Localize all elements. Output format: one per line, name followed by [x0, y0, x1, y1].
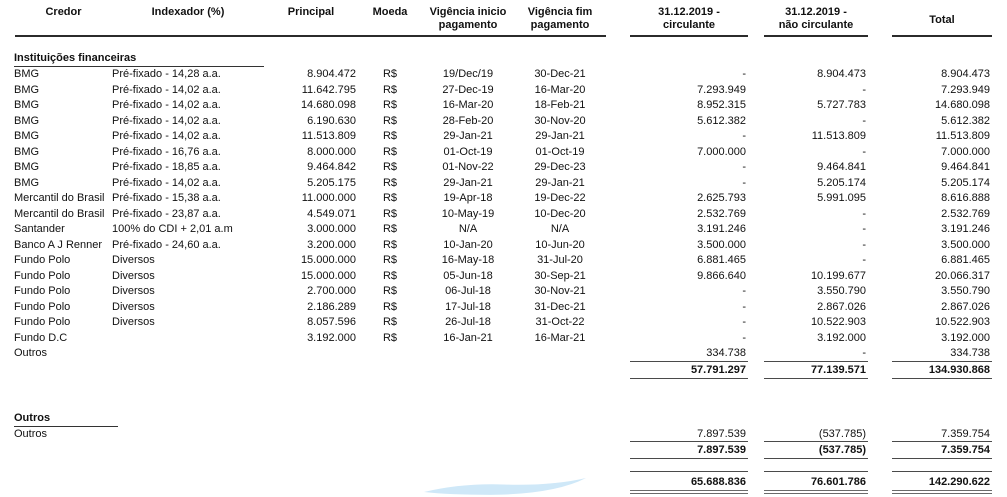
cell-circulante: - — [742, 130, 746, 142]
table-row — [0, 145, 1007, 161]
cell-indexador: Pré-fixado - 14,02 a.a. — [112, 114, 221, 127]
table-row — [0, 315, 1007, 331]
cell-moeda — [358, 427, 422, 443]
cell-vigencia-fim: 16-Mar-21 — [534, 331, 586, 344]
cell-vigencia-inicio: 28-Feb-20 — [442, 114, 494, 127]
cell-vigencia-inicio: 16-Mar-20 — [442, 99, 494, 111]
cell-indexador — [112, 346, 264, 362]
cell-moeda: R$ — [382, 99, 398, 111]
cell-vigencia-inicio: 10-May-19 — [441, 207, 495, 220]
cell-total: 20.066.317 — [934, 269, 990, 282]
cell-total: 3.192.000 — [941, 331, 990, 344]
cell-total: 3.500.000 — [941, 238, 990, 251]
cell-total: 8.904.473 — [941, 68, 990, 80]
cell-vigencia-fim: 29-Jan-21 — [535, 176, 585, 189]
cell-vigencia-fim: 31-Dec-21 — [534, 300, 586, 313]
cell-vigencia-fim: 29-Jan-21 — [535, 130, 585, 142]
cell-total: 334.738 — [892, 346, 992, 362]
cell-credor: Outros — [14, 347, 48, 359]
cell-principal: 4.549.071 — [307, 207, 356, 220]
cell-credor: BMG — [14, 145, 40, 158]
cell-total: 2.867.026 — [941, 300, 990, 313]
cell-credor: BMG — [14, 99, 40, 111]
cell-principal — [264, 346, 358, 362]
cell-credor: Mercantil do Brasil — [14, 192, 105, 204]
cell-indexador: Diversos — [112, 300, 155, 313]
cell-indexador: Pré-fixado - 23,87 a.a. — [112, 207, 221, 220]
cell-vigencia-inicio — [422, 346, 514, 362]
cell-moeda: R$ — [382, 145, 398, 158]
col-header-vigencia-inicio — [422, 4, 514, 35]
cell-vigencia-inicio: 26-Jul-18 — [445, 316, 491, 328]
table-header — [0, 0, 1007, 37]
cell-total: 5.205.174 — [941, 176, 990, 189]
col-header-credor: Credor — [45, 6, 82, 18]
cell-vigencia-fim: 29-Dec-23 — [534, 161, 586, 173]
cell-moeda: R$ — [382, 114, 398, 127]
subtotal-total: 134.930.868 — [892, 362, 992, 379]
cell-circulante: 7.897.539 — [630, 427, 748, 443]
cell-credor: Santander — [14, 223, 65, 235]
table-row — [0, 98, 1007, 114]
cell-principal: 14.680.098 — [300, 99, 356, 111]
cell-indexador: Pré-fixado - 14,02 a.a. — [112, 176, 221, 189]
table-row — [0, 238, 1007, 254]
cell-circulante: - — [742, 285, 746, 297]
cell-indexador: Pré-fixado - 14,02 a.a. — [112, 99, 221, 111]
cell-vigencia-fim — [514, 346, 606, 362]
cell-nao-circulante: - — [862, 83, 866, 96]
cell-principal: 15.000.000 — [300, 254, 356, 266]
cell-principal — [264, 427, 358, 443]
cell-vigencia-inicio: 01-Nov-22 — [442, 161, 494, 173]
grand-total-nao-circulante: 76.601.786 — [764, 471, 868, 494]
col-header-circulante-line2: circulante — [663, 19, 715, 31]
cell-nao-circulante: - — [862, 114, 866, 127]
cell-circulante: 3.500.000 — [697, 238, 746, 251]
table-row — [0, 269, 1007, 285]
cell-moeda: R$ — [382, 223, 398, 235]
cell-vigencia-inicio: 10-Jan-20 — [443, 238, 493, 251]
cell-nao-circulante: 8.904.473 — [817, 68, 866, 80]
cell-principal: 9.464.842 — [307, 161, 356, 173]
cell-circulante: 9.866.640 — [697, 269, 746, 282]
cell-credor: Outros — [14, 427, 48, 440]
cell-nao-circulante: 2.867.026 — [817, 300, 866, 313]
cell-vigencia-fim: 10-Jun-20 — [535, 238, 585, 251]
subtotal-total: 7.359.754 — [892, 442, 992, 459]
cell-moeda: R$ — [382, 254, 398, 266]
table-row — [0, 83, 1007, 99]
col-header-vigencia-fim-line1: Vigência fim — [527, 6, 593, 18]
table-row — [0, 207, 1007, 223]
table-row — [0, 253, 1007, 269]
table-row — [0, 284, 1007, 300]
cell-vigencia-inicio: 29-Jan-21 — [443, 130, 493, 142]
table-row — [0, 331, 1007, 347]
cell-vigencia-inicio: 06-Jul-18 — [445, 285, 491, 297]
table-row — [0, 300, 1007, 316]
cell-credor: Fundo Polo — [14, 300, 71, 313]
cell-indexador: Pré-fixado - 18,85 a.a. — [112, 161, 221, 173]
cell-principal: 3.200.000 — [307, 238, 356, 251]
subtotal-row-outros — [0, 442, 1007, 459]
cell-total: 14.680.098 — [934, 99, 990, 111]
cell-nao-circulante: 5.991.095 — [817, 192, 866, 204]
cell-circulante: - — [742, 300, 746, 313]
cell-nao-circulante: (537.785) — [764, 427, 868, 443]
col-header-nao-circulante-line2: não circulante — [778, 19, 854, 31]
col-header-total: Total — [892, 4, 992, 37]
table-row — [0, 427, 1007, 443]
cell-vigencia-inicio: 27-Dec-19 — [442, 83, 494, 96]
col-header-vigencia-fim-line2: pagamento — [530, 19, 590, 31]
cell-credor: Banco A J Renner — [14, 238, 103, 251]
cell-credor: BMG — [14, 176, 40, 189]
cell-vigencia-inicio: 05-Jun-18 — [443, 269, 493, 282]
table-row — [0, 129, 1007, 145]
cell-total: 6.881.465 — [941, 254, 990, 266]
cell-total: 2.532.769 — [941, 207, 990, 220]
cell-principal: 5.205.175 — [307, 176, 356, 189]
cell-circulante: 7.000.000 — [697, 145, 746, 158]
col-header-nao-circulante — [764, 4, 868, 37]
cell-vigencia-inicio: 01-Oct-19 — [443, 145, 493, 158]
cell-moeda: R$ — [382, 83, 398, 96]
cell-circulante: - — [742, 316, 746, 328]
cell-moeda: R$ — [382, 316, 398, 328]
cell-vigencia-inicio — [422, 427, 514, 443]
grand-total-total: 142.290.622 — [892, 471, 992, 494]
cell-indexador: Pré-fixado - 14,28 a.a. — [112, 68, 221, 80]
cell-vigencia-fim: 30-Nov-20 — [534, 114, 586, 127]
cell-circulante: - — [742, 68, 746, 80]
cell-moeda: R$ — [382, 176, 398, 189]
subtotal-nao-circulante: (537.785) — [764, 442, 868, 459]
cell-total: 11.513.809 — [935, 130, 990, 142]
table-row — [0, 114, 1007, 130]
cell-principal: 2.186.289 — [307, 300, 356, 313]
col-header-nao-circulante-line1: 31.12.2019 - — [785, 6, 847, 18]
cell-moeda: R$ — [382, 285, 398, 297]
cell-nao-circulante: 10.199.677 — [810, 269, 866, 282]
cell-principal: 6.190.630 — [307, 114, 356, 127]
col-header-vigencia-inicio-line1: Vigência inicio — [429, 6, 507, 18]
cell-vigencia-inicio: 16-Jan-21 — [443, 331, 493, 344]
cell-moeda: R$ — [382, 207, 398, 220]
cell-vigencia-fim: 30-Nov-21 — [534, 285, 586, 297]
section-rows-outros — [0, 427, 1007, 443]
cell-nao-circulante: 11.513.809 — [811, 130, 866, 142]
cell-principal: 15.000.000 — [300, 269, 356, 282]
table-row — [0, 160, 1007, 176]
cell-credor: BMG — [14, 68, 40, 80]
cell-total: 3.550.790 — [941, 285, 990, 297]
cell-credor: BMG — [14, 130, 40, 142]
cell-nao-circulante: - — [862, 238, 866, 251]
cell-moeda: R$ — [382, 269, 398, 282]
cell-total: 7.000.000 — [941, 145, 990, 158]
cell-moeda: R$ — [382, 192, 398, 204]
cell-vigencia-fim: N/A — [550, 223, 570, 235]
cell-credor: Fundo Polo — [14, 254, 71, 266]
col-header-vigencia-inicio-line2: pagamento — [438, 19, 498, 31]
cell-vigencia-fim: 16-Mar-20 — [534, 83, 586, 96]
col-header-circulante-line1: 31.12.2019 - — [658, 6, 720, 18]
cell-circulante: - — [742, 331, 746, 344]
table-row — [0, 191, 1007, 207]
cell-vigencia-fim: 30-Dec-21 — [534, 68, 586, 80]
cell-moeda: R$ — [382, 130, 398, 142]
cell-vigencia-inicio: N/A — [458, 223, 478, 235]
cell-circulante: 2.532.769 — [697, 207, 746, 220]
cell-indexador: Pré-fixado - 16,76 a.a. — [112, 145, 221, 158]
cell-vigencia-fim: 01-Oct-19 — [535, 145, 585, 158]
cell-circulante: 5.612.382 — [697, 114, 746, 127]
grand-total-circulante: 65.688.836 — [630, 471, 748, 494]
cell-nao-circulante: - — [862, 207, 866, 220]
cell-total: 7.359.754 — [892, 427, 992, 443]
cell-total: 5.612.382 — [941, 114, 990, 127]
cell-indexador: Diversos — [112, 285, 155, 297]
subtotal-nao-circulante: 77.139.571 — [764, 362, 868, 379]
cell-indexador: Pré-fixado - 24,60 a.a. — [112, 238, 221, 251]
col-header-circulante — [630, 4, 748, 37]
cell-credor: BMG — [14, 83, 40, 96]
cell-circulante: - — [742, 176, 746, 189]
cell-moeda: R$ — [382, 331, 398, 344]
table-row — [0, 222, 1007, 238]
cell-nao-circulante: - — [764, 346, 868, 362]
cell-principal: 3.192.000 — [307, 331, 356, 344]
cell-indexador: Diversos — [112, 316, 155, 328]
cell-indexador: Pré-fixado - 14,02 a.a. — [112, 83, 221, 96]
cell-credor: Mercantil do Brasil — [14, 207, 105, 220]
cell-nao-circulante: 9.464.841 — [817, 161, 866, 173]
cell-moeda: R$ — [382, 68, 398, 80]
cell-principal: 2.700.000 — [307, 285, 356, 297]
cell-credor: BMG — [14, 161, 40, 173]
cell-circulante: - — [742, 161, 746, 173]
cell-nao-circulante: 10.522.903 — [810, 316, 866, 328]
cell-total: 10.522.903 — [934, 316, 990, 328]
subtotal-circulante: 7.897.539 — [630, 442, 748, 459]
header-group-left — [15, 4, 606, 37]
cell-nao-circulante: - — [862, 254, 866, 266]
cell-nao-circulante: 5.727.783 — [817, 99, 866, 111]
cell-principal: 11.642.795 — [301, 83, 356, 96]
cell-moeda: R$ — [382, 300, 398, 313]
section-rows-instituicoes-financeiras — [0, 67, 1007, 362]
cell-vigencia-inicio: 17-Jul-18 — [445, 300, 491, 313]
cell-total: 8.616.888 — [941, 192, 990, 204]
cell-moeda: R$ — [382, 161, 398, 173]
cell-moeda — [358, 346, 422, 362]
cell-indexador — [112, 427, 264, 443]
cell-circulante: 8.952.315 — [697, 99, 746, 111]
cell-circulante: 2.625.793 — [697, 192, 746, 204]
cell-vigencia-fim: 19-Dec-22 — [534, 192, 586, 204]
cell-circulante: 6.881.465 — [697, 254, 746, 266]
cell-credor: Fundo Polo — [14, 285, 71, 297]
cell-vigencia-fim: 18-Feb-21 — [534, 99, 586, 111]
section-title-instituicoes-financeiras: Instituições financeiras — [14, 51, 264, 67]
cell-circulante: 3.191.246 — [697, 223, 746, 235]
subtotal-row-instituicoes-financeiras — [0, 362, 1007, 379]
cell-vigencia-fim — [514, 427, 606, 443]
cell-total: 9.464.841 — [941, 161, 990, 173]
cell-circulante: 7.293.949 — [697, 83, 746, 96]
cell-principal: 11.000.000 — [301, 192, 356, 204]
table-row — [0, 67, 1007, 83]
cell-vigencia-fim: 10-Dec-20 — [534, 207, 586, 220]
cell-vigencia-inicio: 29-Jan-21 — [443, 176, 493, 189]
cell-vigencia-fim: 30-Sep-21 — [534, 269, 586, 282]
cell-vigencia-inicio: 16-May-18 — [441, 254, 495, 266]
cell-total: 7.293.949 — [941, 83, 990, 96]
cell-credor: Fundo D.C — [14, 331, 68, 344]
section-title-outros: Outros — [14, 411, 118, 427]
cell-principal: 11.513.809 — [301, 130, 356, 142]
cell-nao-circulante: 3.192.000 — [817, 331, 866, 344]
cell-vigencia-fim: 31-Oct-22 — [535, 316, 585, 328]
wave-swoosh-watermark — [424, 477, 586, 497]
cell-moeda: R$ — [382, 238, 398, 251]
cell-indexador — [112, 331, 264, 347]
cell-principal: 8.000.000 — [307, 145, 356, 158]
cell-credor: Fundo Polo — [14, 269, 71, 282]
cell-indexador: Diversos — [112, 254, 155, 266]
cell-vigencia-inicio: 19-Apr-18 — [443, 192, 493, 204]
cell-nao-circulante: - — [862, 145, 866, 158]
cell-credor: Fundo Polo — [14, 316, 71, 328]
col-header-vigencia-fim — [514, 4, 606, 35]
cell-total: 3.191.246 — [941, 223, 990, 235]
cell-principal: 8.057.596 — [307, 316, 356, 328]
subtotal-circulante: 57.791.297 — [630, 362, 748, 379]
cell-principal: 3.000.000 — [307, 223, 356, 235]
cell-nao-circulante: 5.205.174 — [817, 176, 866, 189]
table-row — [0, 346, 1007, 362]
col-header-moeda: Moeda — [372, 6, 408, 18]
cell-indexador: 100% do CDI + 2,01 a.m — [112, 223, 233, 235]
cell-credor: BMG — [14, 114, 40, 127]
col-header-principal: Principal — [287, 6, 335, 18]
cell-circulante: 334.738 — [630, 346, 748, 362]
cell-vigencia-fim: 31-Jul-20 — [537, 254, 583, 266]
table-row — [0, 176, 1007, 192]
cell-indexador: Diversos — [112, 269, 155, 282]
col-header-indexador: Indexador (%) — [151, 6, 225, 18]
cell-nao-circulante: - — [862, 223, 866, 235]
cell-vigencia-inicio: 19/Dec/19 — [442, 68, 494, 80]
cell-principal: 8.904.472 — [307, 68, 356, 80]
cell-indexador: Pré-fixado - 14,02 a.a. — [112, 130, 221, 142]
cell-indexador: Pré-fixado - 15,38 a.a. — [112, 192, 221, 204]
cell-nao-circulante: 3.550.790 — [817, 285, 866, 297]
